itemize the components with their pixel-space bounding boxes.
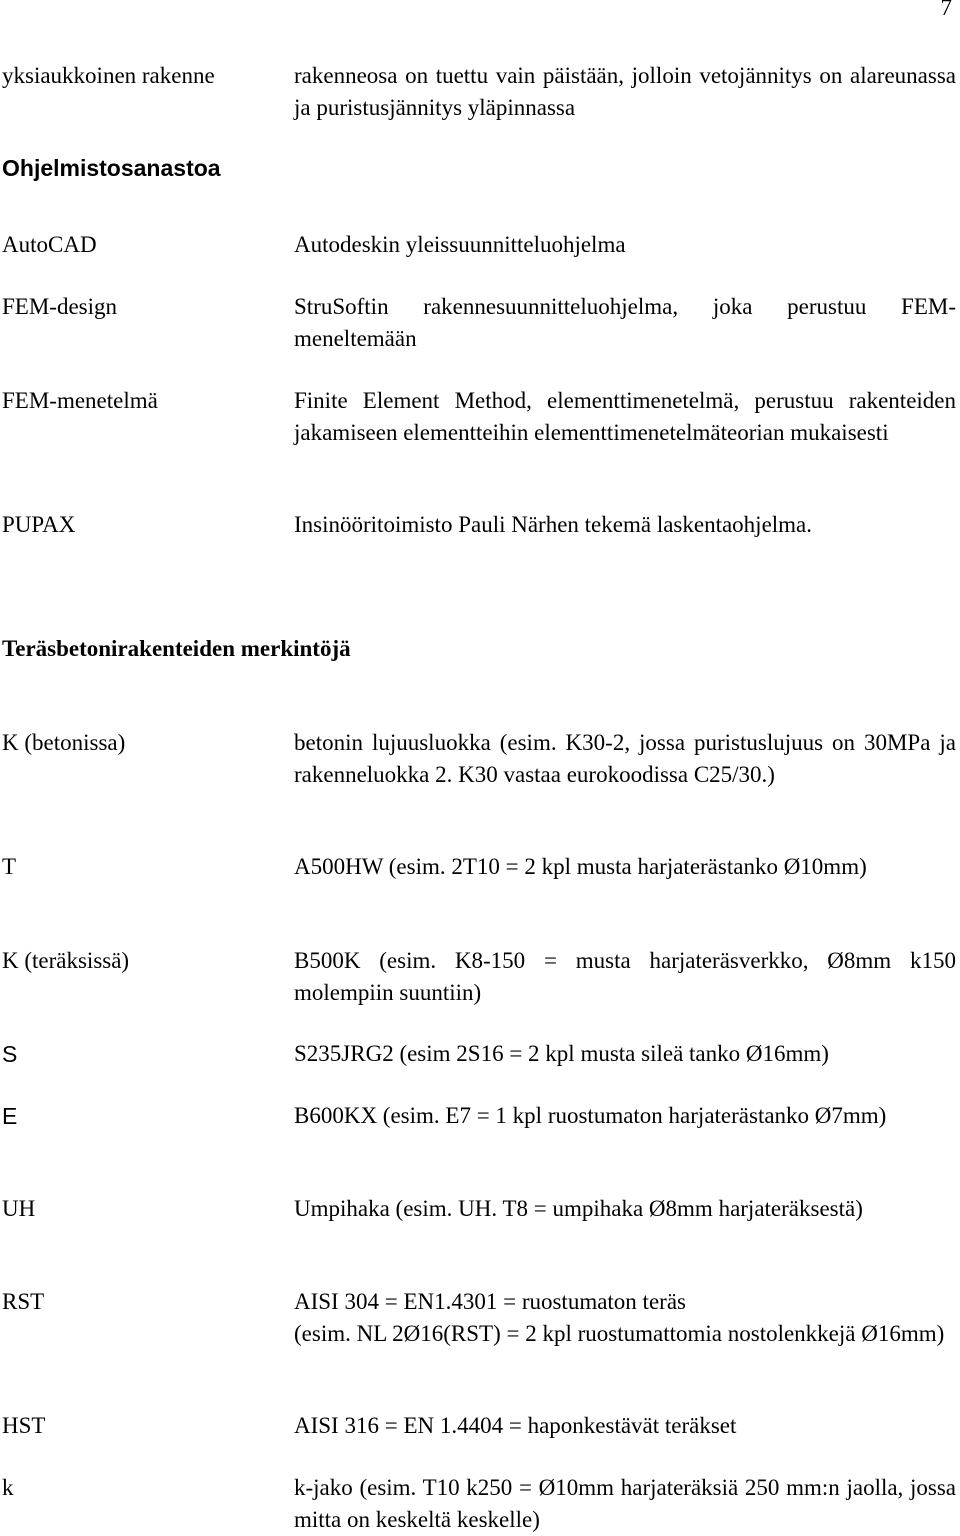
term: S <box>2 1041 18 1067</box>
page-number: 7 <box>940 0 952 20</box>
definition: k-jako (esim. T10 k250 = Ø10mm harjateräksiä 250 mm:n jaolla, jossa mitta on keskeltä keskelle) <box>294 1475 956 1532</box>
term: HST <box>2 1413 46 1438</box>
term: E <box>2 1103 18 1129</box>
term: K (betonissa) <box>2 730 126 755</box>
definition: Autodeskin yleissuunnitteluohjelma <box>294 232 626 257</box>
definition: A500HW (esim. 2T10 = 2 kpl musta harjaterästanko Ø10mm) <box>294 854 867 879</box>
definition: StruSoftin rakennesuunnitteluohjelma, joka perustuu FEM-meneltemään <box>294 294 956 351</box>
definition: rakenneosa on tuettu vain päistään, jolloin vetojännitys on alareunassa ja puristusjännitys yläpinnassa <box>294 63 956 120</box>
definition-line: AISI 304 = EN1.4301 = ruostumaton teräs <box>294 1289 686 1314</box>
definition <box>294 1286 956 1350</box>
definition: B500K (esim. K8-150 = musta harjateräsverkko, Ø8mm k150 molempiin suuntiin) <box>294 948 956 1005</box>
definition: Insinööritoimisto Pauli Närhen tekemä laskentaohjelma. <box>294 512 813 537</box>
term: yksiaukkoinen rakenne <box>2 63 215 88</box>
term: UH <box>2 1196 36 1221</box>
term: FEM-menetelmä <box>2 388 158 413</box>
definition: S235JRG2 (esim 2S16 = 2 kpl musta sileä tanko Ø16mm) <box>294 1041 829 1066</box>
definition-line: (esim. NL 2Ø16(RST) = 2 kpl ruostumattomia nostolenkkejä Ø16mm) <box>294 1321 945 1346</box>
term: T <box>2 854 17 879</box>
definition: Finite Element Method, elementtimenetelmä, perustuu rakenteiden jakamiseen elementteihin elementtimenetelmäteorian mukaisesti <box>294 388 956 445</box>
term: K (teräksissä) <box>2 948 130 973</box>
term: RST <box>2 1289 45 1314</box>
section-heading-notation: Teräsbetonirakenteiden merkintöjä <box>2 636 351 661</box>
term: AutoCAD <box>2 232 97 257</box>
definition: AISI 316 = EN 1.4404 = haponkestävät teräkset <box>294 1413 737 1438</box>
definition: B600KX (esim. E7 = 1 kpl ruostumaton harjaterästanko Ø7mm) <box>294 1103 887 1128</box>
term: FEM-design <box>2 294 117 319</box>
section-heading-software: Ohjelmistosanastoa <box>2 155 221 181</box>
definition: Umpihaka (esim. UH. T8 = umpihaka Ø8mm harjateräksestä) <box>294 1196 863 1221</box>
term: k <box>2 1475 14 1500</box>
term: PUPAX <box>2 512 76 537</box>
definition: betonin lujuusluokka (esim. K30-2, jossa puristuslujuus on 30MPa ja rakenneluokka 2. K30 vastaa eurokoodissa C25/30.) <box>294 730 956 787</box>
